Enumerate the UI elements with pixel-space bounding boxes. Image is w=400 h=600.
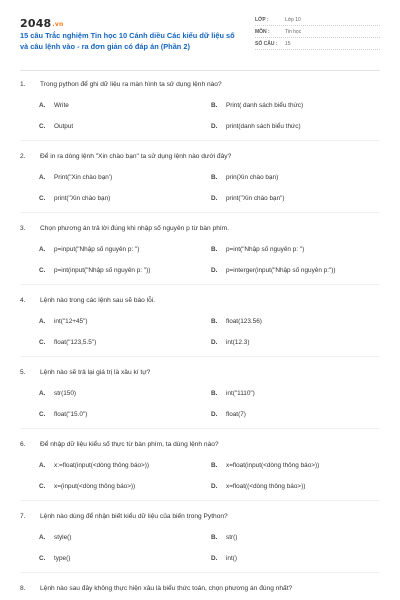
option-letter: A. [39,462,46,469]
meta-key: MÔN : [255,29,270,35]
question-number: 8. [20,585,26,592]
meta-key: SỐ CÂU : [255,41,278,47]
answer-option[interactable] [211,194,285,203]
option-text: Write [54,102,69,109]
answer-option[interactable] [39,338,96,347]
option-letter: B. [211,246,218,253]
meta-row-count [255,39,380,50]
question-stem: Trong python để ghi dữ liệu ra màn hình ta sử dụng lệnh nào? [40,81,222,88]
answer-option[interactable] [39,533,71,542]
answer-option[interactable] [39,122,73,131]
question-text [20,80,222,89]
option-letter: D. [211,195,218,202]
option-letter: C. [39,339,46,346]
option-letter: A. [39,318,46,325]
answer-option[interactable] [39,482,135,491]
answer-option[interactable] [211,410,246,419]
option-text: str() [226,534,238,541]
option-letter: B. [211,534,218,541]
option-text: p=int("Nhập số nguyên p: ") [226,246,305,253]
question-number: 2. [20,153,26,160]
option-text: float(7) [226,411,246,418]
option-letter: D. [211,123,218,130]
answer-option[interactable] [39,554,70,563]
answer-option[interactable] [211,122,301,131]
option-text: str(150) [54,390,77,397]
answer-option[interactable] [39,194,110,203]
answer-option[interactable] [211,338,249,347]
question-number: 7. [20,513,26,520]
option-text: print("Xin chào bạn") [226,195,285,202]
option-text: print(danh sách biểu thức) [226,123,301,130]
option-letter: D. [211,483,218,490]
answer-option[interactable] [211,173,278,182]
option-letter: B. [211,318,218,325]
answer-option[interactable] [211,554,237,563]
option-text: float(123.56) [226,318,262,325]
question-number: 5. [20,369,26,376]
meta-row-class [255,15,380,26]
meta-key: LỚP : [255,17,269,23]
question-divider [20,212,380,213]
option-text: Print("Xin chào bạn') [54,174,113,181]
option-letter: B. [211,390,218,397]
option-text: int("1110") [226,390,255,397]
question-number: 4. [20,297,26,304]
question-divider [20,356,380,357]
option-text: p=interger(input("Nhập số nguyên p:")) [226,267,336,274]
question-number: 1. [20,81,26,88]
answer-option[interactable] [39,461,149,470]
option-letter: C. [39,411,46,418]
question-divider [20,140,380,141]
option-text: prin(Xin chào bạn) [226,174,279,181]
option-text: int(12.3) [226,339,250,346]
answer-option[interactable] [211,533,237,542]
answer-option[interactable] [39,101,69,110]
answer-option[interactable] [211,245,304,254]
answer-option[interactable] [39,245,139,254]
question-text [20,440,219,449]
question-divider [20,500,380,501]
answer-option[interactable] [39,173,112,182]
logo-suffix: .vn [52,21,64,28]
question-number: 3. [20,225,26,232]
option-letter: C. [39,555,46,562]
answer-option[interactable] [39,266,150,275]
option-text: print("Xin chào bạn) [54,195,111,202]
question-text [20,224,229,233]
option-text: type() [54,555,71,562]
answer-option[interactable] [39,317,88,326]
question-stem: Chọn phương án trả lời đúng khi nhập số nguyên p từ bàn phím. [40,225,230,232]
option-text: x=(input(<dòng thông báo>)) [54,483,136,490]
option-text: p=input("Nhập số nguyên p: ") [54,246,140,253]
option-letter: C. [39,267,46,274]
option-text: float("123,5.5") [54,339,97,346]
question-stem: Lệnh nào sau đây không thực hiện xâu là biểu thức toán, chọn phương án đúng nhất? [40,585,293,592]
question-text [20,296,155,305]
option-letter: A. [39,390,46,397]
option-letter: B. [211,462,218,469]
answer-option[interactable] [211,482,305,491]
site-logo[interactable] [20,17,63,30]
logo-text: 2048 [20,17,52,30]
question-stem: Để nhập dữ liệu kiểu số thực từ bàn phím, ta dùng lệnh nào? [40,441,219,448]
answer-option[interactable] [211,266,336,275]
option-text: int() [226,555,238,562]
question-text [20,512,228,521]
option-text: style() [54,534,72,541]
question-stem: Lệnh nào dùng để nhận biết kiểu dữ liệu của biến trong Python? [40,513,228,520]
question-divider [20,572,380,573]
meta-value: Tin học [285,29,302,35]
option-text: float("15.0") [54,411,88,418]
answer-option[interactable] [211,389,255,398]
option-text: x=float(input(<dòng thông báo>)) [226,462,320,469]
document-meta [255,15,380,51]
answer-option[interactable] [39,410,87,419]
answer-option[interactable] [211,101,303,110]
answer-option[interactable] [211,317,262,326]
option-text: Output [54,123,74,130]
meta-row-subject [255,27,380,38]
option-letter: D. [211,339,218,346]
option-letter: A. [39,102,46,109]
option-letter: C. [39,123,46,130]
answer-option[interactable] [211,461,319,470]
option-text: x:=float(input(<dòng thông báo>)) [54,462,150,469]
option-letter: D. [211,555,218,562]
question-stem: Lệnh nào sẽ trả lại giá trị là xâu kí tự? [40,369,151,376]
option-letter: D. [211,411,218,418]
option-text: x=float((<dòng thông báo>)) [226,483,306,490]
question-text [20,368,150,377]
document-header [0,0,400,68]
meta-value: 15 [285,41,291,47]
option-text: p=int(input("Nhập số nguyên p: ")) [54,267,151,274]
question-stem: Lệnh nào trong các lệnh sau sẽ báo lỗi. [40,297,156,304]
question-stem: Để in ra dòng lệnh "Xin chào bạn" ta sử dụng lệnh nào dưới đây? [40,153,232,160]
option-letter: B. [211,174,218,181]
option-letter: C. [39,483,46,490]
meta-value: Lớp 10 [285,17,301,23]
option-text: Print( danh sách biểu thức) [226,102,304,109]
question-divider [20,284,380,285]
option-letter: A. [39,534,46,541]
option-letter: D. [211,267,218,274]
option-letter: A. [39,246,46,253]
question-text [20,584,292,593]
question-divider [20,428,380,429]
option-letter: C. [39,195,46,202]
question-number: 6. [20,441,26,448]
header-divider [20,70,380,71]
page-title: 15 câu Trắc nghiệm Tin học 10 Cánh diều Các kiểu dữ liệu số và câu lệnh vào - ra đơn giản có đáp án (Phần 2) [20,31,235,51]
option-text: int("12+45") [54,318,88,325]
option-letter: B. [211,102,218,109]
question-text [20,152,231,161]
answer-option[interactable] [39,389,76,398]
option-letter: A. [39,174,46,181]
